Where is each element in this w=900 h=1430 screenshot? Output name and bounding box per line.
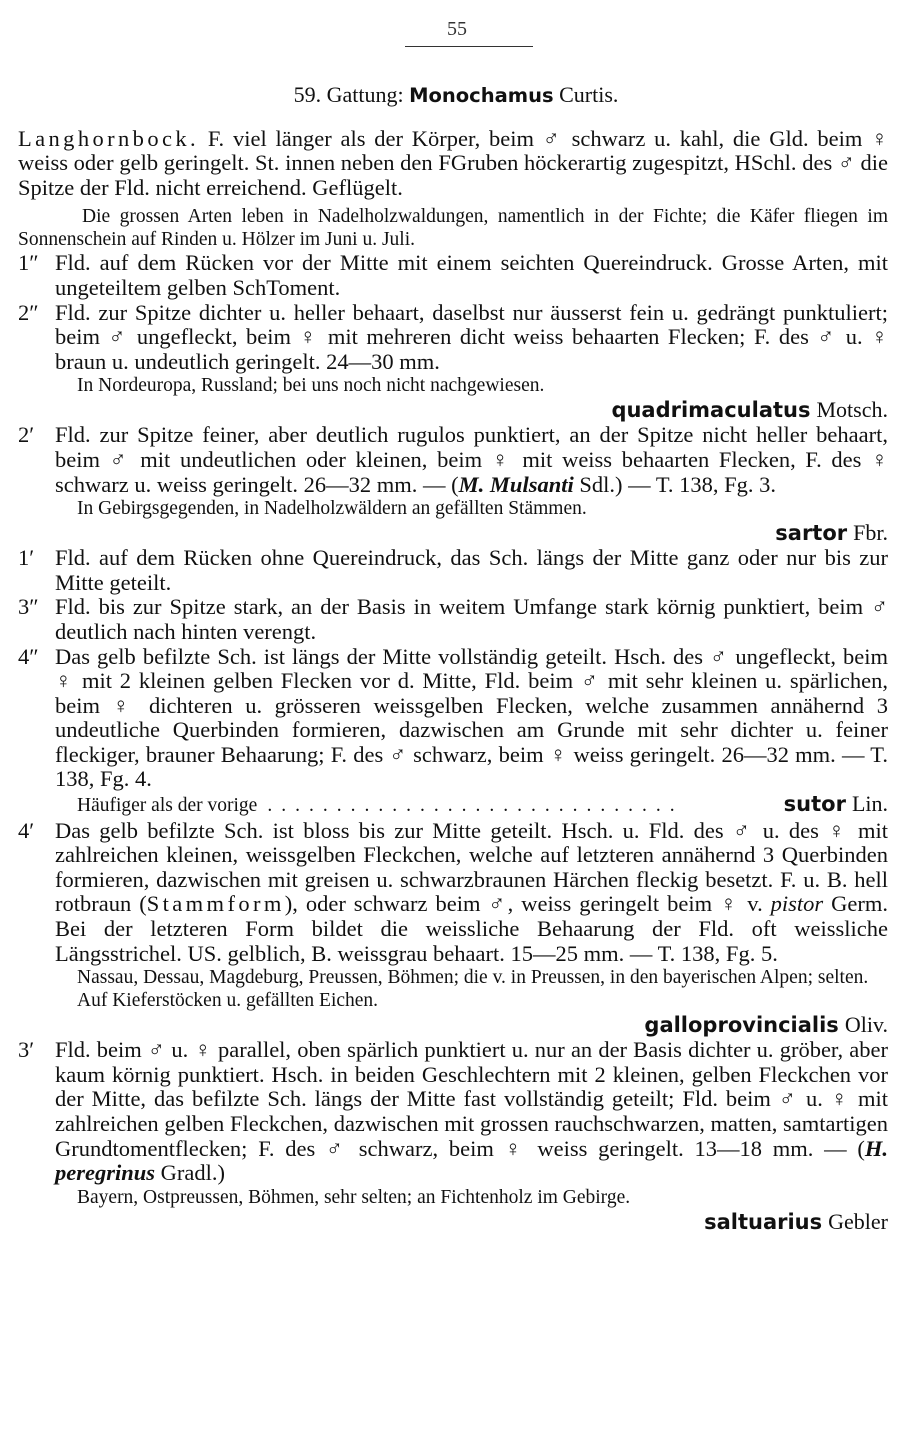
species-name-line [18,792,888,819]
couplet-text: ), oder schwarz beim ♂, weiss geringelt beim ♀ v. [284,891,771,917]
couplet-number: 2′ [18,422,35,448]
key-couplet-1a [18,251,888,300]
distribution-note: Häufiger als der vorige [77,795,258,817]
key-couplet-2b [18,423,888,497]
distribution-note: In Gebirgsgegenden, in Nadelholzwäldern an gefällten Stämmen. [77,498,587,520]
genus-description [18,127,888,201]
couplet-text: Fld. auf dem Rücken vor der Mitte mit einem seichten Quereindruck. Grosse Arten, mit ungeteiltem gelben SchToment. [55,250,888,300]
species-name-line [18,520,888,546]
species-name: sutor [783,792,846,817]
genus-name: Monochamus [409,84,554,107]
couplet-text: Das gelb befilzte Sch. ist bloss bis zur Mitte geteilt. Hsch. u. Fld. des ♂ u. des ♀ mit zahlreichen kleinen, weissgelben Fleckchen, welche auf letzteren annähernd 3 Querbinden formieren, dazwischen mit greisen u. schwarzbraunen Härchen fleckig besetzt. F. u. B. hell rotbraun ( [55,817,888,917]
species-name-line [18,1012,888,1038]
variety-name: pistor [770,891,824,917]
species-name: sartor [775,521,848,546]
couplet-text: Fld. auf dem Rücken ohne Quereindruck, das Sch. längs der Mitte ganz oder nur bis zur Mitte geteilt. [55,545,888,595]
genus-heading [24,83,888,109]
synonym-name: H. peregrinus [55,1135,888,1186]
couplet-number: 3′ [18,1037,35,1063]
species-name: galloprovincialis [644,1013,839,1038]
couplet-number: 2″ [18,299,39,325]
spaced-term: Stammform [146,891,285,917]
distribution-note: Nassau, Dessau, Magdeburg, Preussen, Böhmen; die v. in Preussen, in den bayerischen Alpen; selten. Auf Kieferstöcken u. gefällten Eichen. [77,967,869,1012]
genus-description-text: F. viel länger als der Körper, beim ♂ schwarz u. kahl, die Gld. beim ♀ weiss oder gelb geringelt. St. innen neben den FGruben höckerartig zugespitzt, HSchl. des ♂ die Spitze der Fld. nicht erreichend. Geflügelt. [18,125,889,200]
key-couplet-4b [18,819,888,967]
couplet-text: Fld. zur Spitze dichter u. heller behaart, daselbst nur äusserst fein u. gedrängt punktuliert; beim ♂ ungefleckt, beim ♀ mit mehreren dicht weiss behaarten Flecken; F. des ♂ u. ♀ braun u. undeutlich geringelt. 24—30 mm. [55,299,888,374]
species-author: Oliv. [844,1012,888,1038]
header-rule [405,46,533,47]
couplet-number: 3″ [18,594,39,620]
genus-note: Die grossen Arten leben in Nadelholzwaldungen, namentlich in der Fichte; die Käfer fliegen im Sonnenschein auf Rinden u. Hölzer im Juni u. Juli. [18,206,888,250]
species-name: quadrimaculatus [611,398,811,423]
genus-author: Curtis. [559,82,619,107]
key-couplet-3a [18,595,888,644]
couplet-number: 1″ [18,250,39,276]
couplet-text: Germ. Bei der letzteren Form bildet die weissliche Behaarung der Fld. oft weissliche Längsstrichel. US. gelblich, B. weissgrau behaart. 15—25 mm. — T. 138, Fg. 5. [55,891,888,966]
species-name: saltuarius [704,1209,823,1234]
couplet-text: Fld. zur Spitze feiner, aber deutlich rugulos punktiert, an der Spitze nicht heller behaart, beim ♂ mit undeutlichen oder kleinen, beim ♀ mit weiss behaarten Flecken, F. des ♀ schwarz u. weiss geringelt. 26—32 mm. — ( [55,422,888,497]
key-couplet-1b [18,546,888,595]
distribution-note: In Nordeuropa, Russland; bei uns noch nicht nachgewiesen. [77,375,545,397]
species-name-line [18,1209,888,1235]
couplet-number: 4″ [18,643,39,669]
key-couplet-2a [18,301,888,375]
couplet-text: Fld. bis zur Spitze stark, an der Basis in weitem Umfange stark körnig punktiert, beim ♂ deutlich nach hinten verengt. [55,594,888,644]
couplet-text: Gradl.) [155,1160,226,1186]
couplet-text: Fld. beim ♂ u. ♀ parallel, oben spärlich punktiert u. nur an der Basis dichter u. gröber, aber kaum körnig punktiert. Hsch. in beiden Geschlechtern mit 2 kleinen, gelben Fleckchen vor der Mitte, das befilzte Sch. längs der Mitte fast vollständig geteilt; Fld. beim ♂ u. ♀ mit zahlreichen gelben Fleckchen, dazwischen mit grossen rauchschwarzen, matten, samtartigen Grundtomentflecken; F. des ♂ schwarz, beim ♀ weiss geringelt. 13—18 mm. — ( [55,1037,888,1161]
leader-dots: .............................. [267,795,684,817]
species-name-line [18,397,888,423]
couplet-number: 1′ [18,545,35,571]
key-couplet-4a [18,645,888,793]
species-author: Lin. [851,791,888,817]
common-name: Langhornbock. [18,125,200,151]
species-author: Motsch. [816,397,888,423]
key-couplet-3b [18,1038,888,1186]
distribution-note: Bayern, Ostpreussen, Böhmen, sehr selten; an Fichtenholz im Gebirge. [77,1186,631,1208]
synonym-name: M. Mulsanti [458,471,574,497]
species-author: Gebler [828,1208,888,1234]
couplet-text: Sdl.) — T. 138, Fg. 3. [573,471,777,497]
species-author: Fbr. [853,520,888,546]
couplet-text: Das gelb befilzte Sch. ist längs der Mitte vollständig geteilt. Hsch. des ♂ ungefleckt, beim ♀ mit 2 kleinen gelben Flecken vor d. Mitte, Fld. beim ♂ mit sehr kleinen u. spärlichen, beim ♀ dichteren u. grösseren weissgelben Flecken, welche zusammen annähernd 3 undeutliche Querbinden formieren, dazwischen am Grunde mit sehr dichter u. feiner fleckiger, brauner Behaarung; F. des ♂ schwarz, beim ♀ weiss geringelt. 26—32 mm. — T. 138, Fg. 4. [55,643,888,792]
heading-prefix: 59. Gattung: [293,82,404,107]
page-number: 55 [447,18,467,40]
couplet-number: 4′ [18,817,35,843]
